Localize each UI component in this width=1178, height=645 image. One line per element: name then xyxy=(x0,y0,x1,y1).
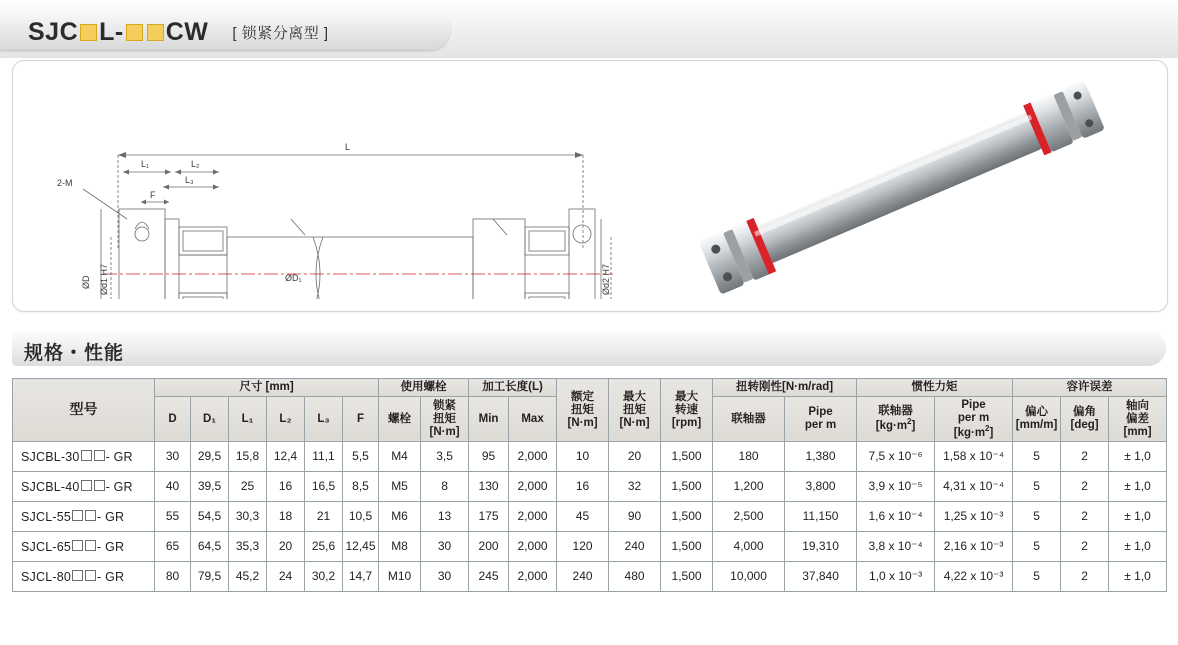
th-inertia: 惯性力矩 xyxy=(857,379,1013,397)
cell-rated-torque: 16 xyxy=(557,472,609,502)
cell-eccentric: 5 xyxy=(1013,562,1061,592)
dim-label-L: L xyxy=(345,142,351,152)
cell-model xyxy=(13,502,155,532)
cell-rated-torque: 10 xyxy=(557,442,609,472)
cell-model xyxy=(13,562,155,592)
cell-inertia-pipe: 4,22 x 10⁻³ xyxy=(935,562,1013,592)
th-bolts: 使用螺栓 xyxy=(379,379,469,397)
cell-max-torque: 240 xyxy=(609,532,661,562)
th-tolerance: 容许误差 xyxy=(1013,379,1167,397)
cell-stiff-coupling: 4,000 xyxy=(713,532,785,562)
dim-label-L3: L₃ xyxy=(185,175,194,185)
cell-stiff-coupling: 1,200 xyxy=(713,472,785,502)
cell-min: 130 xyxy=(469,472,509,502)
cell-angular: 2 xyxy=(1061,562,1109,592)
cell-axial: ± 1,0 xyxy=(1109,502,1167,532)
spec-table xyxy=(12,378,1167,592)
dim-label-D: ØD xyxy=(81,275,91,289)
cell-clamp-torque: 3,5 xyxy=(421,442,469,472)
placeholder-square-icon xyxy=(72,570,83,581)
cell-clamp-torque: 30 xyxy=(421,532,469,562)
model-suffix: - GR xyxy=(105,479,133,494)
cell-min: 175 xyxy=(469,502,509,532)
cell-eccentric: 5 xyxy=(1013,532,1061,562)
cell-max-speed: 1,500 xyxy=(661,442,713,472)
table-row xyxy=(13,502,1167,532)
th-L2: L₂ xyxy=(267,396,305,441)
th-F: F xyxy=(343,396,379,441)
cell-bolt: M4 xyxy=(379,442,421,472)
th-L3: L₃ xyxy=(305,396,343,441)
dim-label-L2: L₂ xyxy=(191,159,200,169)
cell-max: 2,000 xyxy=(509,532,557,562)
th-clamp-torque: 锁紧 扭矩 [N·m] xyxy=(421,396,469,441)
dim-label-L1: L₁ xyxy=(141,159,150,169)
cell-stiff-pipe: 11,150 xyxy=(785,502,857,532)
cell-D: 40 xyxy=(155,472,191,502)
dim-label-d1: Ød1 H7 xyxy=(99,263,109,295)
cell-L2: 12,4 xyxy=(267,442,305,472)
cell-min: 245 xyxy=(469,562,509,592)
cell-D1: 64,5 xyxy=(191,532,229,562)
placeholder-square-icon xyxy=(85,510,96,521)
cell-L3: 21 xyxy=(305,502,343,532)
dim-label-2M: 2-M xyxy=(57,178,73,188)
cell-max: 2,000 xyxy=(509,472,557,502)
th-machining-length: 加工长度(L) xyxy=(469,379,557,397)
cell-D1: 79,5 xyxy=(191,562,229,592)
th-min: Min xyxy=(469,396,509,441)
th-stiff-coupling: 联轴器 xyxy=(713,396,785,441)
cell-bolt: M10 xyxy=(379,562,421,592)
placeholder-square-icon xyxy=(72,510,83,521)
cell-bolt: M8 xyxy=(379,532,421,562)
placeholder-square-icon xyxy=(85,540,96,551)
page-title xyxy=(28,18,329,47)
cell-rated-torque: 120 xyxy=(557,532,609,562)
th-D: D xyxy=(155,396,191,441)
table-header-row-1 xyxy=(13,379,1167,397)
cell-inertia-pipe: 2,16 x 10⁻³ xyxy=(935,532,1013,562)
cell-model xyxy=(13,442,155,472)
model-suffix: - GR xyxy=(97,539,125,554)
technical-drawing xyxy=(23,69,623,299)
table-row xyxy=(13,532,1167,562)
cell-model xyxy=(13,532,155,562)
cell-stiff-coupling: 180 xyxy=(713,442,785,472)
cell-L3: 30,2 xyxy=(305,562,343,592)
cell-axial: ± 1,0 xyxy=(1109,472,1167,502)
cell-max-speed: 1,500 xyxy=(661,472,713,502)
model-prefix: SJCL-55 xyxy=(21,509,72,524)
cell-D1: 29,5 xyxy=(191,442,229,472)
cell-F: 12,45 xyxy=(343,532,379,562)
cell-min: 200 xyxy=(469,532,509,562)
cell-inertia-coupling: 7,5 x 10⁻⁶ xyxy=(857,442,935,472)
cell-angular: 2 xyxy=(1061,532,1109,562)
cell-L2: 16 xyxy=(267,472,305,502)
placeholder-square-icon xyxy=(81,480,92,491)
dim-label-D1: ØD₁ xyxy=(285,273,302,283)
cell-inertia-pipe: 1,58 x 10⁻⁴ xyxy=(935,442,1013,472)
cell-F: 10,5 xyxy=(343,502,379,532)
cell-clamp-torque: 8 xyxy=(421,472,469,502)
th-max-torque: 最大 扭矩 [N·m] xyxy=(609,379,661,442)
cell-axial: ± 1,0 xyxy=(1109,442,1167,472)
cell-max: 2,000 xyxy=(509,442,557,472)
dim-label-F: F xyxy=(150,190,156,200)
cell-L1: 45,2 xyxy=(229,562,267,592)
spec-section-title: 规格・性能 xyxy=(24,343,125,364)
th-eccentric: 偏心 [mm/m] xyxy=(1013,396,1061,441)
placeholder-square-icon xyxy=(85,570,96,581)
th-dimensions: 尺寸 [mm] xyxy=(155,379,379,397)
cell-L2: 24 xyxy=(267,562,305,592)
th-inertia-pipe: Pipe per m $[kg\cdot m^2]$ xyxy=(935,396,1013,441)
table-row xyxy=(13,442,1167,472)
placeholder-square-icon xyxy=(81,450,92,461)
cell-max: 2,000 xyxy=(509,562,557,592)
cell-stiff-coupling: 10,000 xyxy=(713,562,785,592)
title-prefix: SJC xyxy=(28,18,79,46)
cell-L2: 18 xyxy=(267,502,305,532)
cell-F: 5,5 xyxy=(343,442,379,472)
cell-bolt: M6 xyxy=(379,502,421,532)
th-model: 型号 xyxy=(13,379,155,442)
cell-clamp-torque: 30 xyxy=(421,562,469,592)
cell-D: 30 xyxy=(155,442,191,472)
th-torsional-stiffness: 扭转刚性[N·m/rad] xyxy=(713,379,857,397)
cell-axial: ± 1,0 xyxy=(1109,532,1167,562)
cell-stiff-pipe: 19,310 xyxy=(785,532,857,562)
cell-eccentric: 5 xyxy=(1013,472,1061,502)
model-prefix: SJCBL-40 xyxy=(21,479,80,494)
cell-max-speed: 1,500 xyxy=(661,502,713,532)
table-row xyxy=(13,472,1167,502)
cell-inertia-coupling: 3,9 x 10⁻⁵ xyxy=(857,472,935,502)
th-angular: 偏角 [deg] xyxy=(1061,396,1109,441)
title-suffix: CW xyxy=(165,18,209,46)
cell-eccentric: 5 xyxy=(1013,502,1061,532)
cell-F: 8,5 xyxy=(343,472,379,502)
cell-model xyxy=(13,472,155,502)
placeholder-square-icon xyxy=(94,450,105,461)
th-max: Max xyxy=(509,396,557,441)
cell-inertia-pipe: 4,31 x 10⁻⁴ xyxy=(935,472,1013,502)
cell-stiff-pipe: 37,840 xyxy=(785,562,857,592)
title-subtitle: [ 锁紧分离型 ] xyxy=(232,25,329,42)
model-suffix: - GR xyxy=(97,569,125,584)
placeholder-square-icon xyxy=(80,24,97,41)
cell-D: 80 xyxy=(155,562,191,592)
product-photo xyxy=(653,71,1153,301)
cell-rated-torque: 240 xyxy=(557,562,609,592)
cell-stiff-pipe: 3,800 xyxy=(785,472,857,502)
cell-max-speed: 1,500 xyxy=(661,532,713,562)
cell-L3: 11,1 xyxy=(305,442,343,472)
cell-stiff-pipe: 1,380 xyxy=(785,442,857,472)
th-rated-torque: 额定 扭矩 [N·m] xyxy=(557,379,609,442)
cell-L3: 16,5 xyxy=(305,472,343,502)
cell-L1: 30,3 xyxy=(229,502,267,532)
cell-eccentric: 5 xyxy=(1013,442,1061,472)
model-suffix: - GR xyxy=(105,449,133,464)
th-bolt: 螺栓 xyxy=(379,396,421,441)
table-body xyxy=(13,442,1167,592)
dim-label-d2: Ød2 H7 xyxy=(601,263,611,295)
cell-inertia-coupling: 1,6 x 10⁻⁴ xyxy=(857,502,935,532)
table-row xyxy=(13,562,1167,592)
figure-panel xyxy=(12,60,1168,312)
cell-min: 95 xyxy=(469,442,509,472)
spec-section-band xyxy=(12,330,1166,366)
placeholder-square-icon xyxy=(72,540,83,551)
cell-L1: 15,8 xyxy=(229,442,267,472)
th-axial: 轴向 偏差 [mm] xyxy=(1109,396,1167,441)
cell-inertia-coupling: 3,8 x 10⁻⁴ xyxy=(857,532,935,562)
cell-max: 2,000 xyxy=(509,502,557,532)
title-mid: L- xyxy=(99,18,124,46)
cell-D1: 39,5 xyxy=(191,472,229,502)
cell-D: 65 xyxy=(155,532,191,562)
th-stiff-pipe: Pipe per m xyxy=(785,396,857,441)
cell-L1: 35,3 xyxy=(229,532,267,562)
th-inertia-coupling: 联轴器 $[kg\cdot m^2]$ xyxy=(857,396,935,441)
cell-axial: ± 1,0 xyxy=(1109,562,1167,592)
cell-D: 55 xyxy=(155,502,191,532)
cell-angular: 2 xyxy=(1061,502,1109,532)
th-L1: L₁ xyxy=(229,396,267,441)
cell-max-torque: 20 xyxy=(609,442,661,472)
model-prefix: SJCL-65 xyxy=(21,539,72,554)
cell-max-speed: 1,500 xyxy=(661,562,713,592)
cell-L2: 20 xyxy=(267,532,305,562)
placeholder-square-icon xyxy=(126,24,143,41)
placeholder-square-icon xyxy=(94,480,105,491)
cell-angular: 2 xyxy=(1061,442,1109,472)
cell-inertia-pipe: 1,25 x 10⁻³ xyxy=(935,502,1013,532)
cell-max-torque: 480 xyxy=(609,562,661,592)
cell-L3: 25,6 xyxy=(305,532,343,562)
cell-D1: 54,5 xyxy=(191,502,229,532)
cell-F: 14,7 xyxy=(343,562,379,592)
cell-stiff-coupling: 2,500 xyxy=(713,502,785,532)
model-suffix: - GR xyxy=(97,509,125,524)
model-prefix: SJCL-80 xyxy=(21,569,72,584)
model-prefix: SJCBL-30 xyxy=(21,449,80,464)
cell-angular: 2 xyxy=(1061,472,1109,502)
cell-rated-torque: 45 xyxy=(557,502,609,532)
cell-max-torque: 32 xyxy=(609,472,661,502)
cell-clamp-torque: 13 xyxy=(421,502,469,532)
cell-max-torque: 90 xyxy=(609,502,661,532)
cell-inertia-coupling: 1,0 x 10⁻³ xyxy=(857,562,935,592)
cell-L1: 25 xyxy=(229,472,267,502)
cell-bolt: M5 xyxy=(379,472,421,502)
th-max-speed: 最大 转速 [rpm] xyxy=(661,379,713,442)
th-D1: D₁ xyxy=(191,396,229,441)
placeholder-square-icon xyxy=(147,24,164,41)
